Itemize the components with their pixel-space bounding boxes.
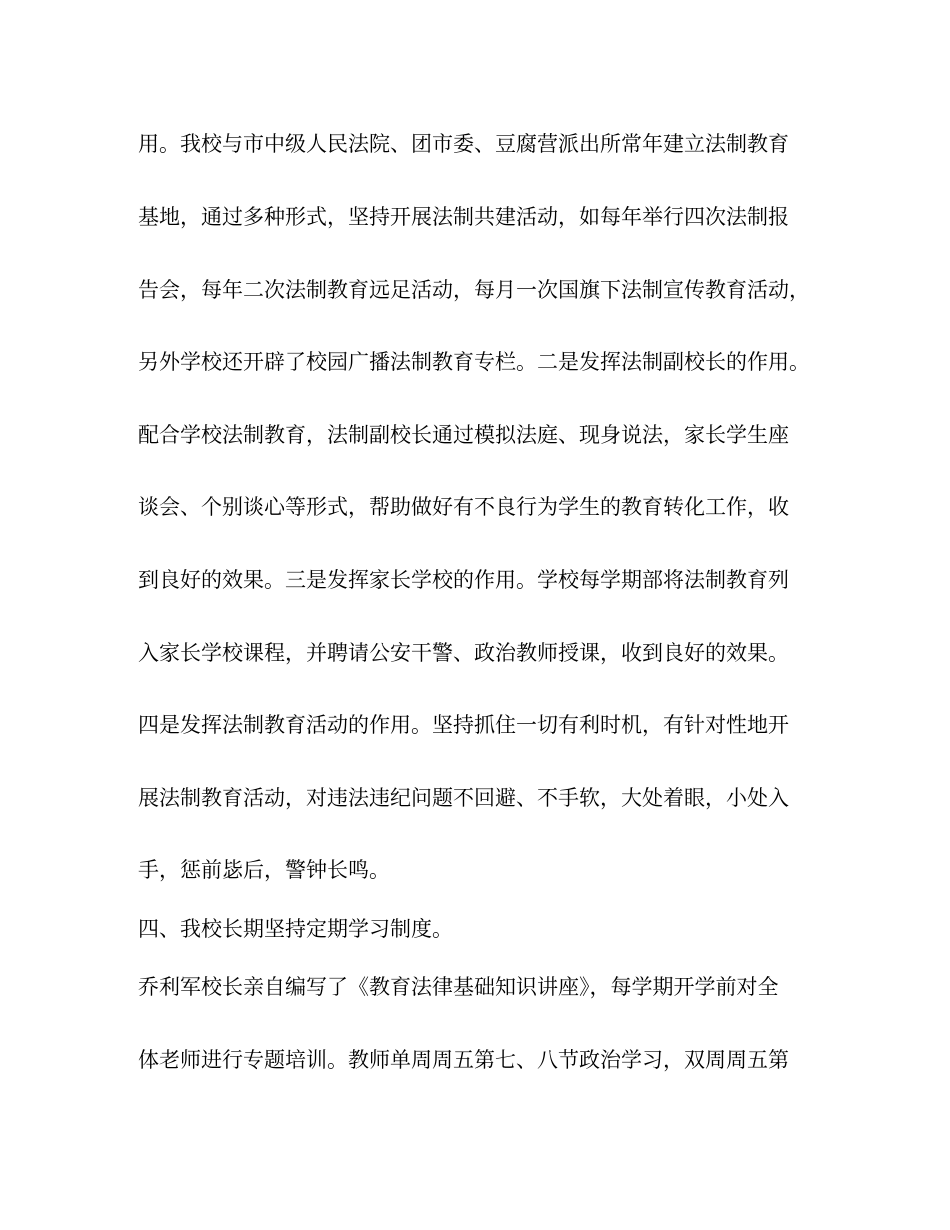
- body-text-line: 体老师进行专题培训。教师单周周五第七、八节政治学习，双周周五第: [138, 1048, 789, 1072]
- body-text-line: 谈会、个别谈心等形式，帮助做好有不良行为学生的教育转化工作，收: [138, 495, 789, 519]
- body-text-line: 配合学校法制教育，法制副校长通过模拟法庭、现身说法，家长学生座: [138, 423, 789, 447]
- body-text-line: 基地，通过多种形式，坚持开展法制共建活动，如每年举行四次法制报: [138, 205, 789, 229]
- body-text-line: 另外学校还开辟了校园广播法制教育专栏。二是发挥法制副校长的作用。: [138, 350, 810, 374]
- section-heading: 四、我校长期坚持定期学习制度。: [138, 917, 453, 941]
- body-text-line: 展法制教育活动，对违法违纪问题不回避、不手软，大处着眼，小处入: [138, 786, 789, 810]
- body-text-line: 四是发挥法制教育活动的作用。坚持抓住一切有利时机，有针对性地开: [138, 713, 789, 737]
- body-text-line: 告会，每年二次法制教育远足活动，每月一次国旗下法制宣传教育活动，: [138, 278, 810, 302]
- body-text-line: 乔利军校长亲自编写了《教育法律基础知识讲座》，每学期开学前对全: [138, 975, 779, 999]
- body-text-line: 到良好的效果。三是发挥家长学校的作用。学校每学期部将法制教育列: [138, 568, 789, 592]
- body-text-line: 入家长学校课程，并聘请公安干警、政治教师授课，收到良好的效果。: [138, 641, 789, 665]
- body-text-line: 手，惩前毖后，警钟长鸣。: [138, 858, 390, 882]
- body-text-line: 用。我校与市中级人民法院、团市委、豆腐营派出所常年建立法制教育: [138, 132, 789, 156]
